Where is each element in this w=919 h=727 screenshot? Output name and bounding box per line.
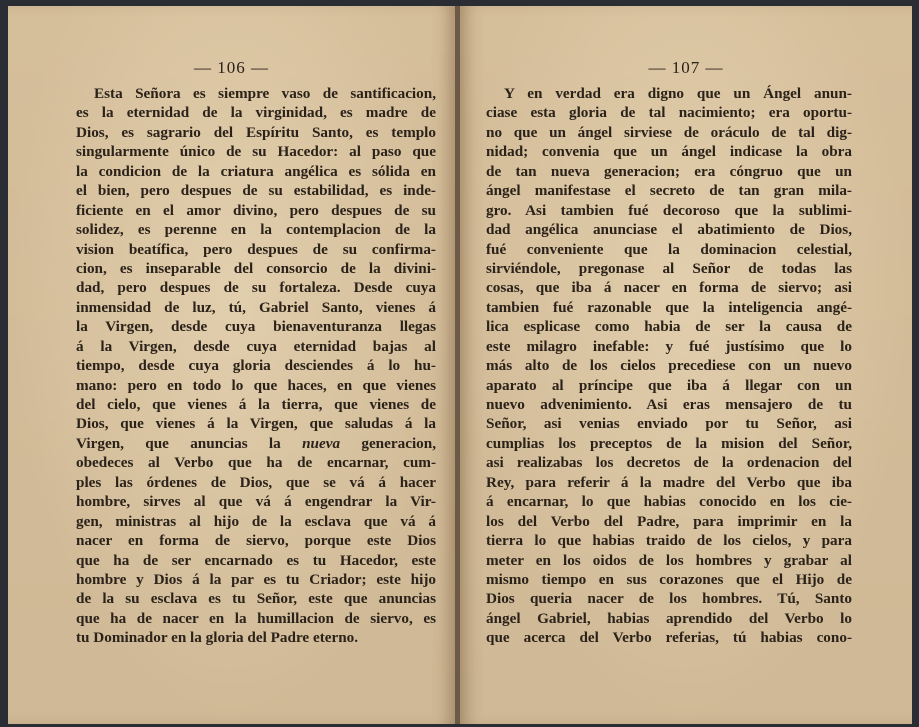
text-line: que acerca del Verbo referias, tú habias cono- — [486, 629, 852, 647]
text-line: tierra lo que habias traido de los cielos, y para — [486, 532, 852, 550]
text-line: este milagro inefable: y fué justísimo que lo — [486, 337, 852, 355]
text-line: obedeces al Verbo que ha de encarnar, cum- — [76, 454, 436, 472]
text-line: es la eternidad de la virginidad, es madre de — [76, 104, 436, 122]
text-line: nuevo advenimiento. Asi eras mensajero de tu — [486, 396, 852, 413]
text-line: hombre, sirves al que vá á engendrar la Vir- — [76, 493, 436, 511]
right-page-text — [486, 84, 852, 648]
text-line: la condicion de la criatura angélica es sólida en — [76, 162, 436, 180]
text-line: singularmente único de su Hacedor: al paso que — [76, 143, 436, 161]
text-line: lica esplicase como habia de ser la causa de — [486, 318, 852, 336]
text-line: Señor, asi venias enviado por tu Señor, asi — [486, 415, 852, 433]
text-line: aparato al príncipe que iba á llegar con un — [486, 376, 852, 394]
page-number-left: — 106 — — [194, 58, 269, 77]
right-page — [460, 6, 912, 724]
text-line: tu Dominador en la gloria del Padre eterno. — [76, 629, 359, 647]
text-line: cosas, que iba á nacer en forma de siervo; asi — [486, 279, 852, 297]
text-line: del cielo, que vienes á la tierra, que vienes de — [76, 396, 436, 413]
text-line: á encarnar, lo que habias conocido en los cie- — [486, 493, 852, 511]
text-line: dad, pero despues de su fortaleza. Desde cuya — [76, 279, 436, 297]
text-line: cion, es inseparable del consorcio de la divini- — [76, 259, 436, 277]
text-line: Dios queria nacer de los hombres. Tú, Santo — [486, 590, 852, 608]
text-line: de la su esclava es tu Señor, este que anuncias — [76, 590, 436, 608]
text-line: mismo tiempo en sus corazones que el Hijo de — [486, 570, 852, 588]
text-line: mano: pero en todo lo que haces, en que vienes — [76, 376, 436, 394]
text-line: nacer en forma de siervo, porque este Dios — [76, 532, 436, 550]
text-line: ficiente en el amor divino, pero despues de su — [76, 201, 436, 219]
text-line: que ha de ser encarnado es tu Hacedor, este — [76, 551, 436, 569]
text-line: Virgen, que anuncias la nueva generacion, — [76, 434, 436, 452]
text-line: el bien, pero despues de su estabilidad, es inde- — [76, 182, 436, 200]
text-line: que ha de nacer en la humillacion de siervo, es — [76, 609, 436, 627]
text-line: meter en los oidos de los hombres y grabar al — [486, 551, 852, 569]
text-line: cumplias los preceptos de la mision del Señor, — [486, 434, 852, 452]
text-line: asi realizabas los decretos de la ordenacion del — [486, 454, 852, 472]
text-line: gen, ministras al hijo de la esclava que vá á — [76, 512, 436, 530]
page-number-right: — 107 — — [648, 58, 724, 77]
text-line: nidad; convenia que un ángel indicase la obra — [486, 143, 852, 161]
text-line: Dios, que vienes á la Virgen, que saludas á la — [76, 415, 436, 433]
text-line: los del Verbo del Padre, para imprimir en la — [486, 512, 852, 530]
left-page — [8, 6, 455, 724]
text-line: la Virgen, desde cuya bienaventuranza llegas — [76, 318, 436, 336]
left-page-text — [76, 84, 436, 648]
text-line: ángel manifestase el secreto de tan gran mila- — [486, 182, 852, 200]
text-line: vision beatífica, pero despues de su confirma- — [76, 240, 436, 258]
text-line: hombre y Dios á la par es tu Criador; este hijo — [76, 570, 436, 588]
text-line: gro. Asi tambien fué decoroso que la sublimi- — [486, 201, 852, 219]
text-line: ciase esta gloria de tal nacimiento; era oportu- — [486, 104, 852, 122]
text-line: Dios, es sagrario del Espíritu Santo, es templo — [76, 123, 436, 141]
text-line: sirviéndole, pregonase al Señor de todas las — [486, 259, 852, 277]
text-line: más alto de los cielos precediese con un nuevo — [486, 357, 852, 375]
text-line: fué conveniente que la dominacion celestial, — [486, 240, 852, 258]
text-line: inmensidad de luz, tú, Gabriel Santo, vienes á — [76, 298, 436, 316]
text-line: Esta Señora es siempre vaso de santificacion, — [94, 85, 436, 102]
text-line: no que un ángel sirviese de oráculo de tal dig- — [486, 123, 852, 141]
text-line: á la Virgen, desde cuya eternidad bajas al — [76, 337, 436, 355]
text-line: ángel Gabriel, habias aprendido del Verbo lo — [486, 609, 852, 627]
text-line: de tan nueva generacion; era cóngruo que un — [486, 162, 852, 180]
text-line: ples las órdenes de Dios, que se vá á hacer — [76, 473, 436, 491]
text-line: Y en verdad era digno que un Ángel anun- — [504, 85, 852, 102]
text-line: Rey, para referir á la madre del Verbo que iba — [486, 473, 852, 491]
text-line: tiempo, desde cuya gloria desciendes á lo hu- — [76, 357, 436, 375]
text-line: solidez, es perenne en la contemplacion de la — [76, 221, 436, 239]
text-line: dad angélica anunciase el abatimiento de Dios, — [486, 221, 852, 239]
text-line: tambien fué razonable que la inteligencia angé- — [486, 298, 852, 316]
